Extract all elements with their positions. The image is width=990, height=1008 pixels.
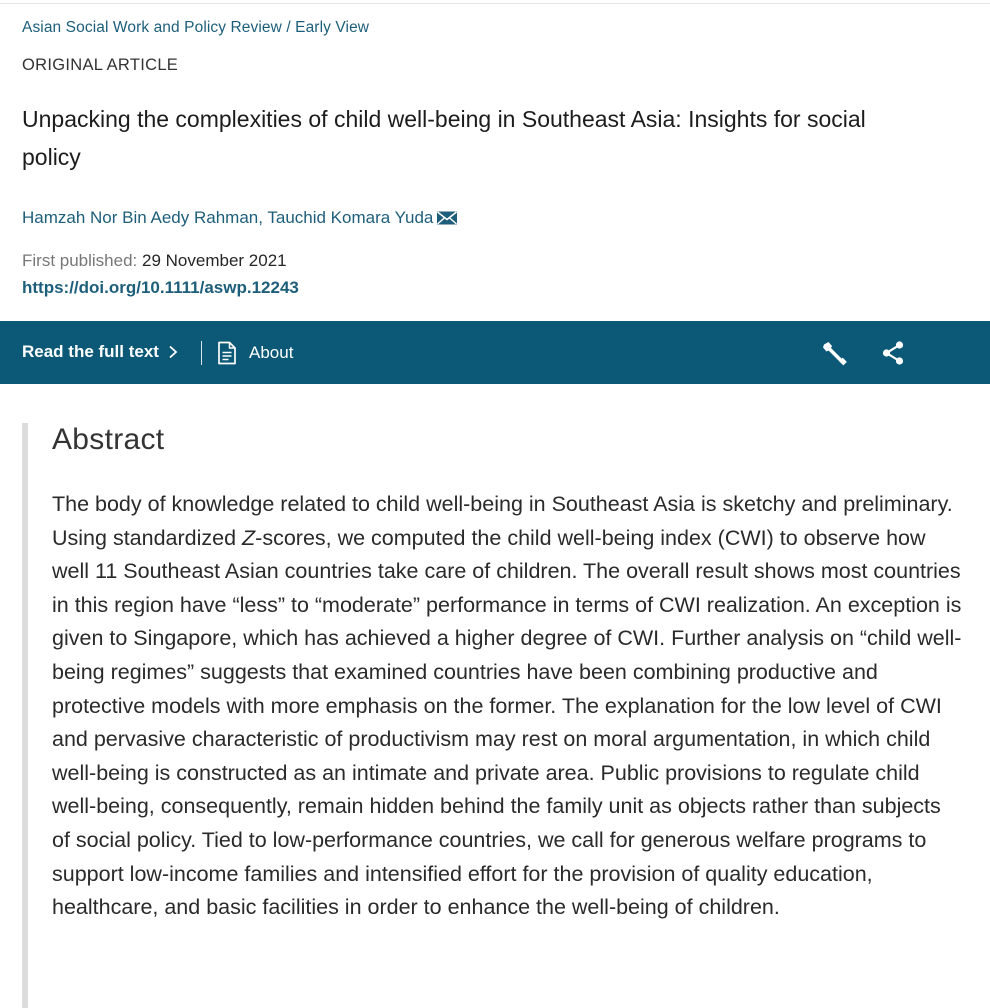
read-full-text-button[interactable] — [22, 342, 178, 362]
share-icon[interactable] — [881, 340, 905, 366]
wrench-icon[interactable] — [820, 339, 848, 367]
author-list — [22, 208, 458, 228]
publication-date-line — [22, 251, 287, 271]
chevron-right-icon — [168, 345, 178, 359]
abstract-left-rule — [22, 423, 28, 1008]
authors-link[interactable]: Hamzah Nor Bin Aedy Rahman, Tauchid Komara Yuda — [22, 208, 434, 227]
top-divider — [0, 3, 990, 4]
envelope-icon[interactable] — [436, 210, 458, 226]
abstract-text-part-1: The body of knowledge related to child well-being in Southeast Asia is sketchy and preliminary. Using standardized — [52, 492, 953, 550]
abstract-text — [52, 488, 962, 925]
document-icon — [217, 341, 237, 365]
published-label: First published: — [22, 251, 138, 270]
doi-link[interactable]: https://doi.org/10.1111/aswp.12243 — [22, 278, 299, 297]
abstract-text-part-2: -scores, we computed the child well-being index (CWI) to observe how well 11 Southeast Asian countries take care of children. The overall result shows most countries in this region have “less” to “moderate” performance in terms of CWI realization. An exception is given to Singapore, which has achieved a higher degree of CWI. Further analysis on “child well-being regimes” suggests that examined countries have been combining productive and protective models with more emphasis on the former. The explanation for the low level of CWI and pervasive characteristic of productivism may rest on moral argumentation, in which child well-being is constructed as an intimate and private area. Public provisions to regulate child well-being, consequently, remain hidden behind the family unit as objects rather than subjects of social policy. Tied to low-performance countries, we call for generous welfare programs to support low-income families and intensified effort for the provision of quality education, healthcare, and basic facilities in order to enhance the well-being of children. — [52, 525, 962, 920]
abstract-heading: Abstract — [52, 423, 165, 456]
about-button[interactable] — [217, 341, 293, 365]
about-label: About — [249, 343, 294, 362]
abstract-text-italic-z: Z — [242, 525, 256, 550]
read-full-text-label: Read the full text — [22, 342, 159, 361]
journal-breadcrumb-link[interactable]: Asian Social Work and Policy Review / Early View — [22, 19, 370, 36]
toolbar-divider — [201, 341, 202, 365]
article-title: Unpacking the complexities of child well-being in Southeast Asia: Insights for social policy — [22, 106, 866, 170]
article-toolbar — [0, 321, 990, 384]
article-type-label: ORIGINAL ARTICLE — [22, 56, 179, 74]
published-date: 29 November 2021 — [142, 251, 287, 270]
